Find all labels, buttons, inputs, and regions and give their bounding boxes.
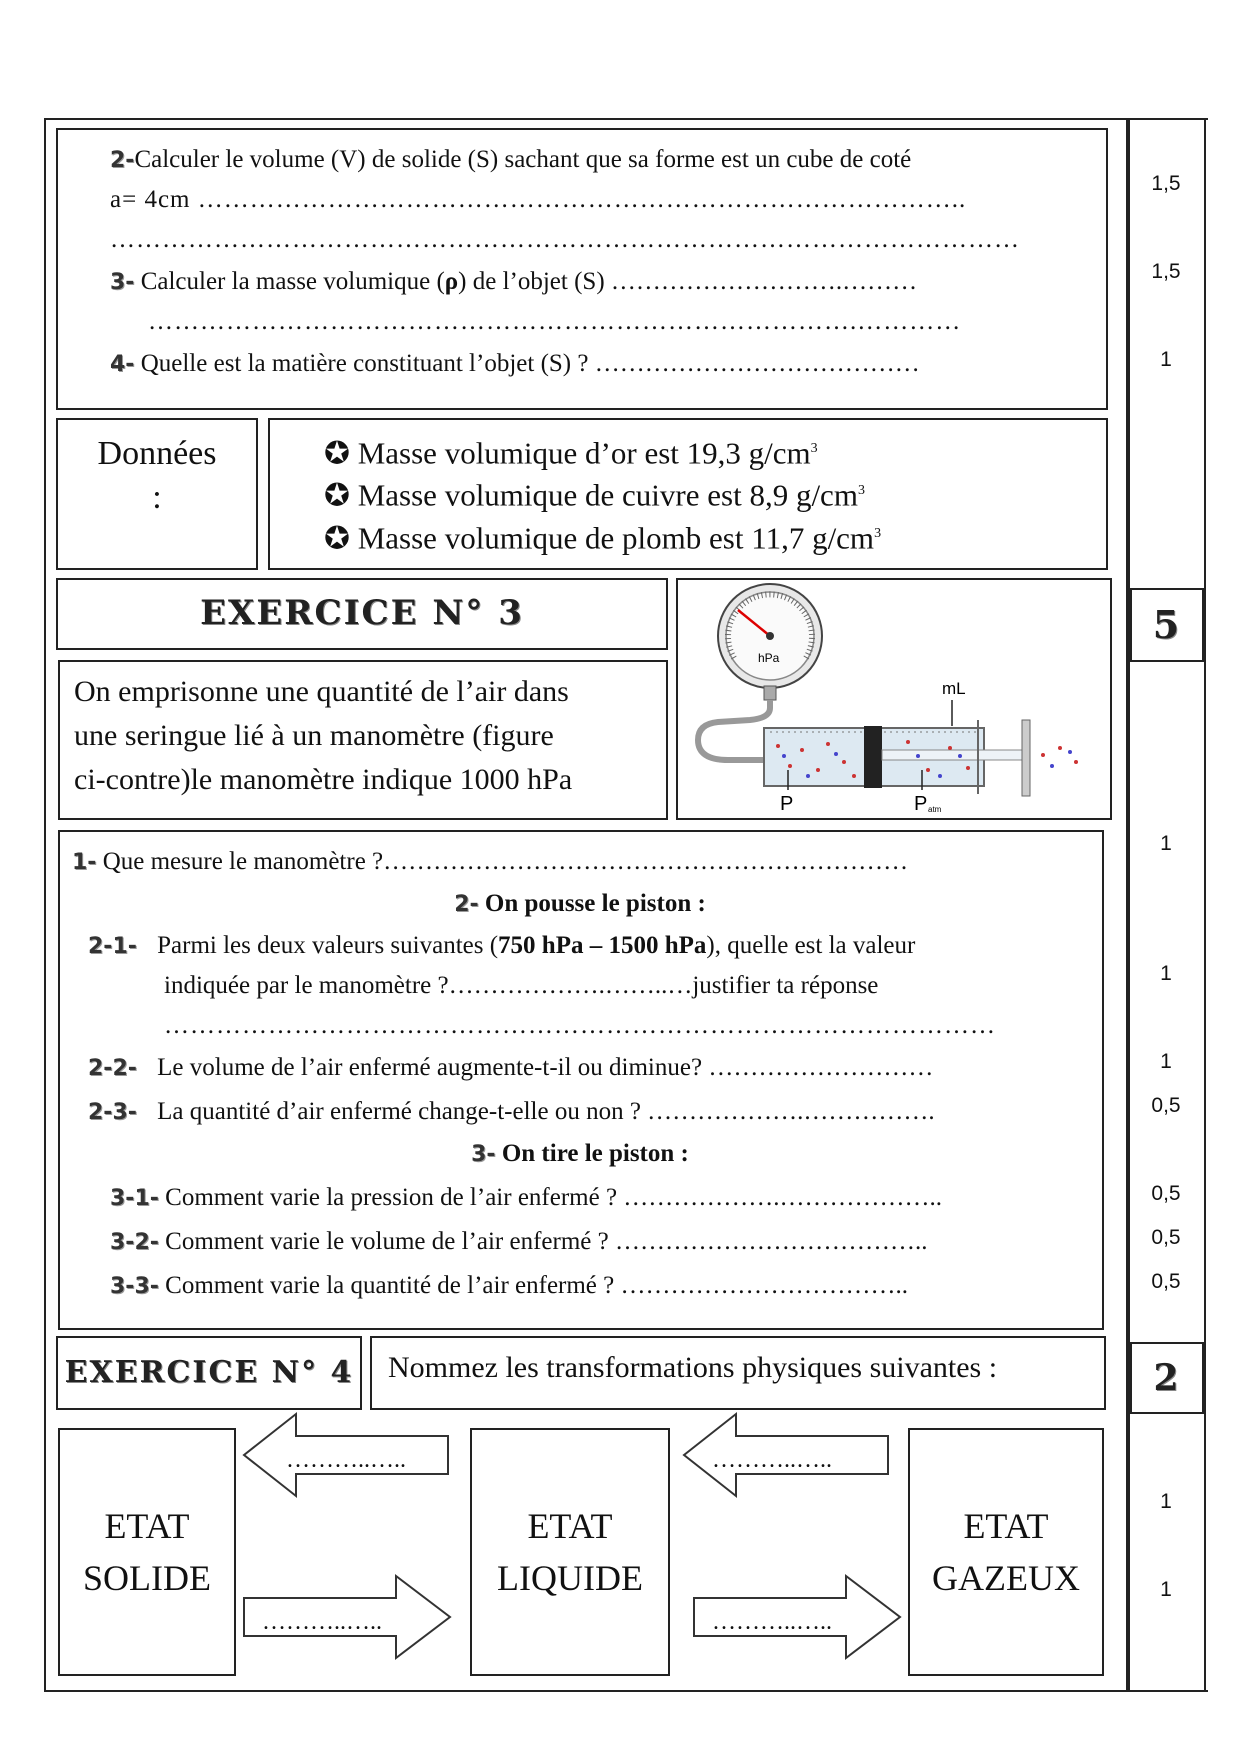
state-label: ETAT (104, 1506, 190, 1546)
density-lead (324, 515, 1106, 557)
question-text: Comment varie la quantité de l’air enfermé ? …………………………….. (165, 1272, 908, 1299)
p-label: P (780, 793, 794, 815)
state-liquid-box (470, 1428, 670, 1676)
question-text: Quelle est la matière constituant l’objet (S) ? ………………………………… (140, 350, 920, 377)
ex3-question-1 (72, 842, 908, 883)
density-text: Masse volumique d’or est 19,3 g/cm (357, 435, 811, 471)
answer-line: a= 4cm …………………………………………………………………………….. (110, 186, 967, 213)
exercice-3-intro-box (58, 660, 668, 820)
question-number: 2-2- (88, 1056, 137, 1081)
question-text: Parmi les deux valeurs suivantes ( (157, 932, 499, 959)
density-gold (324, 430, 1106, 472)
exercice-4-points: 2 (1130, 1342, 1204, 1414)
density-copper (324, 472, 1106, 514)
state-label: GAZEUX (932, 1558, 1080, 1598)
mark-ex3-q23: 0,5 (1151, 1094, 1181, 1117)
answer-line: …………………………………………………………………………………… (164, 1012, 996, 1039)
mark-ex3-q33: 0,5 (1151, 1270, 1181, 1293)
mark-q2: 1,5 (1151, 172, 1181, 195)
question-3 (110, 262, 917, 303)
exercice-4-instruction (370, 1336, 1106, 1410)
question-number: 3-3- (110, 1274, 159, 1299)
section-number: 2- (454, 892, 479, 917)
transformation-blank-solid-to-liquid: ………..….. (262, 1609, 382, 1635)
exercice-3-title: EXERCICE N° 3 (56, 578, 668, 650)
answer-line: indiquée par le manomètre ?……………….……..…justifier ta réponse (164, 972, 879, 999)
question-number: 3-1- (110, 1186, 159, 1211)
answer-line: …………………………………………………………………………………………… (110, 226, 1020, 253)
state-gas-box (908, 1428, 1104, 1676)
section-number: 3- (471, 1142, 496, 1167)
question-text: ), quelle est la valeur (706, 932, 916, 959)
exercice-4-title: EXERCICE N° 4 (56, 1336, 362, 1410)
state-label: ETAT (963, 1506, 1049, 1546)
exponent: 3 (810, 441, 818, 456)
ex3-question-2-3 (88, 1092, 935, 1133)
question-4 (110, 344, 920, 385)
patm-label: P (914, 793, 928, 815)
intro-line: On emprisonne une quantité de l’air dans (74, 675, 569, 708)
state-solid-box (58, 1428, 236, 1676)
ex3-section-2-title (0, 884, 1160, 925)
question-number: 1- (72, 850, 97, 875)
section-title: On tire le piston : (501, 1140, 689, 1167)
ex3-question-3-3 (110, 1266, 908, 1307)
ml-label: mL (942, 679, 966, 698)
star-bullet-icon: ✪ (324, 519, 350, 555)
intro-line: ci-contre)le manomètre indique 1000 hPa (74, 763, 573, 796)
values: 750 hPa – 1500 hPa (498, 932, 707, 959)
page-right-border (1204, 118, 1206, 1692)
donnees-label-box (56, 418, 258, 570)
question-text: Calculer le volume (V) de solide (S) sachant que sa forme est un cube de coté (134, 146, 912, 173)
mark-ex4-b: 1 (1160, 1578, 1172, 1601)
mark-q3: 1,5 (1151, 260, 1181, 283)
question-text: Comment varie la pression de l’air enfermé ? ……………….……………….. (165, 1184, 943, 1211)
transformation-blank-liquid-to-gas: ………..….. (712, 1609, 832, 1635)
exercice-3-points: 5 (1130, 588, 1204, 662)
ex3-question-2-1 (88, 926, 915, 967)
answer-line: ……………………………………………………………………….………… (148, 308, 962, 335)
density-text: Masse volumique de plomb est 11,7 g/cm (357, 519, 875, 555)
question-text: ) de l’objet (S) ……………………….……… (458, 268, 918, 295)
question-number: 4- (110, 352, 135, 377)
mark-ex3-q1: 1 (1160, 832, 1172, 855)
question-text: Comment varie le volume de l’air enfermé ? ……………………………….. (165, 1228, 928, 1255)
mark-ex3-q31: 0,5 (1151, 1182, 1181, 1205)
exponent: 3 (874, 525, 882, 541)
transformation-blank-liquid-to-solid: ………..….. (286, 1447, 406, 1473)
donnees-label: Données (97, 435, 217, 472)
syringe-icon (764, 720, 1078, 796)
instruction-text: Nommez les transformations physiques suivantes : (388, 1351, 998, 1384)
section-title: On pousse le piston : (484, 890, 706, 917)
mark-ex4-a: 1 (1160, 1490, 1172, 1513)
rho-symbol: ρ (444, 268, 459, 295)
ex3-section-3-title (0, 1134, 1160, 1175)
transformation-blank-gas-to-liquid: ………..….. (712, 1447, 832, 1473)
question-number: 3-2- (110, 1230, 159, 1255)
question-2 (110, 140, 911, 181)
question-text: Calculer la masse volumique ( (140, 268, 445, 295)
figure-box (676, 578, 1112, 820)
intro-line: une seringue lié à un manomètre (figure (74, 719, 554, 752)
donnees-colon: : (152, 479, 162, 516)
manometer-syringe-figure (678, 580, 1110, 818)
gauge-unit: hPa (758, 651, 780, 665)
question-text: Que mesure le manomètre ?……………………………………………………… (102, 848, 909, 875)
mark-q4: 1 (1160, 348, 1172, 371)
ex3-question-2-2 (88, 1048, 933, 1089)
state-label: LIQUIDE (497, 1558, 643, 1598)
mark-ex3-q32: 0,5 (1151, 1226, 1181, 1249)
state-label: SOLIDE (83, 1558, 211, 1598)
ex3-question-3-2 (110, 1222, 927, 1263)
question-number: 2-1- (88, 934, 137, 959)
donnees-content-box (268, 418, 1108, 570)
question-number: 2- (110, 148, 135, 173)
exponent: 3 (857, 483, 865, 499)
question-text: Le volume de l’air enfermé augmente-t-il ou diminue? ……………………… (157, 1054, 934, 1081)
state-label: ETAT (527, 1506, 613, 1546)
mark-ex3-q22: 1 (1160, 1050, 1172, 1073)
question-number: 2-3- (88, 1100, 137, 1125)
ex3-question-3-1 (110, 1178, 942, 1219)
mark-ex3-q21: 1 (1160, 962, 1172, 985)
patm-subscript: atm (928, 805, 942, 814)
star-bullet-icon: ✪ (324, 477, 350, 513)
star-bullet-icon: ✪ (324, 435, 350, 471)
density-text: Masse volumique de cuivre est 8,9 g/cm (357, 477, 858, 513)
manometer-gauge-icon (718, 584, 822, 700)
question-number: 3- (110, 270, 135, 295)
question-text: La quantité d’air enfermé change-t-elle ou non ? ……………….……………. (157, 1098, 935, 1125)
